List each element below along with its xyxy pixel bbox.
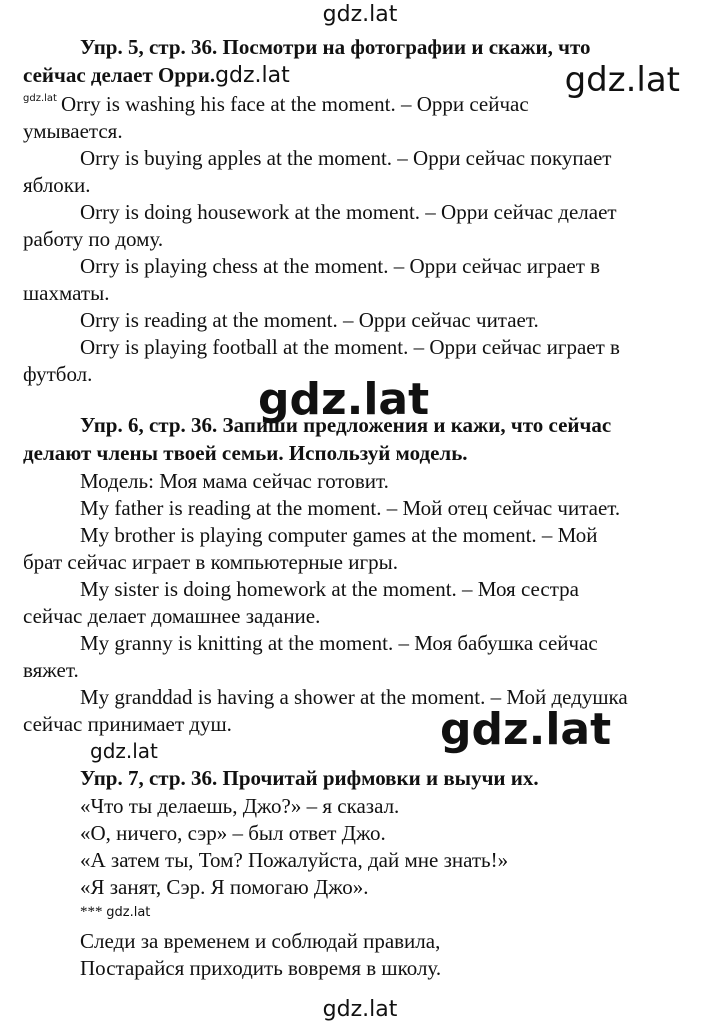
ex7-line: «Что ты делаешь, Джо?» – я сказал. [80,794,400,818]
watermark-tiny: gdz.lat [23,93,57,104]
ex7-heading: Упр. 7, стр. 36. Прочитай рифмовки и выучи их. [80,766,539,790]
ex5-line: шахматы. [23,281,110,305]
ex7-line: «Я занят, Сэр. Я помогаю Джо». [80,875,369,899]
ex7-line: Следи за временем и соблюдай правила, [80,929,441,953]
ex5-line: Orry is reading at the moment. – Орри сейчас читает. [80,308,539,332]
watermark-middle: gdz.lat [258,374,430,425]
watermark-bottom: gdz.lat [322,997,398,1022]
ex6-line: My granny is knitting at the moment. – Моя бабушка сейчас [80,631,598,655]
ex7-line: «А затем ты, Том? Пожалуйста, дай мне знать!» [80,848,509,872]
watermark-small: gdz.lat [106,905,151,920]
watermark-inline-2: gdz.lat [90,739,158,763]
watermark-top: gdz.lat [322,2,398,27]
ex6-line: My granddad is having a shower at the moment. – Мой дедушка [80,685,628,709]
ex6-line: сейчас делает домашнее задание. [23,604,321,628]
ex5-heading-line-2: сейчас делает Орри.gdz.lat [23,63,290,88]
watermark-inline: gdz.lat [215,63,290,88]
ex5-line: яблоки. [23,173,91,197]
ex6-line: My sister is doing homework at the moment. – Моя сестра [80,577,579,601]
ex6-heading-line-2: делают члены твоей семьи. Используй модель. [23,441,468,465]
ex6-line: My brother is playing computer games at the moment. – Мой [80,523,598,547]
ex5-line: $^{gdz.lat}$ Orry is washing his face at the moment. – Орри сейчас [23,92,529,116]
ex5-heading-line-1: Упр. 5, стр. 36. Посмотри на фотографии и скажи, что [80,35,591,59]
ex5-line: Orry is playing chess at the moment. – Орри сейчас играет в [80,254,601,278]
ex5-line: футбол. [23,362,93,386]
ex6-line: My father is reading at the moment. – Мой отец сейчас читает. [80,496,621,520]
watermark-right: gdz.lat [564,60,680,100]
ex5-line: работу по дому. [23,227,164,251]
ex5-line: умывается. [23,119,123,143]
ex5-line: Orry is doing housework at the moment. – Орри сейчас делает [80,200,617,224]
ex5-line: Orry is buying apples at the moment. – Орри сейчас покупает [80,146,612,170]
ex7-line: «О, ничего, сэр» – был ответ Джо. [80,821,386,845]
ex6-line: сейчас принимает душ. [23,712,232,736]
ex6-line: вяжет. [23,658,79,682]
ex6-heading-line-1: Упр. 6, стр. 36. Запиши предложения и кажи, что сейчас [80,413,612,437]
ex6-line: Модель: Моя мама сейчас готовит. [80,469,389,493]
ex7-separator: *** gdz.lat [80,904,151,920]
ex6-line: брат сейчас играет в компьютерные игры. [23,550,398,574]
watermark-large: gdz.lat [440,704,612,755]
ex7-line: Постарайся приходить вовремя в школу. [80,956,442,980]
ex5-line: Orry is playing football at the moment. – Орри сейчас играет в [80,335,620,359]
